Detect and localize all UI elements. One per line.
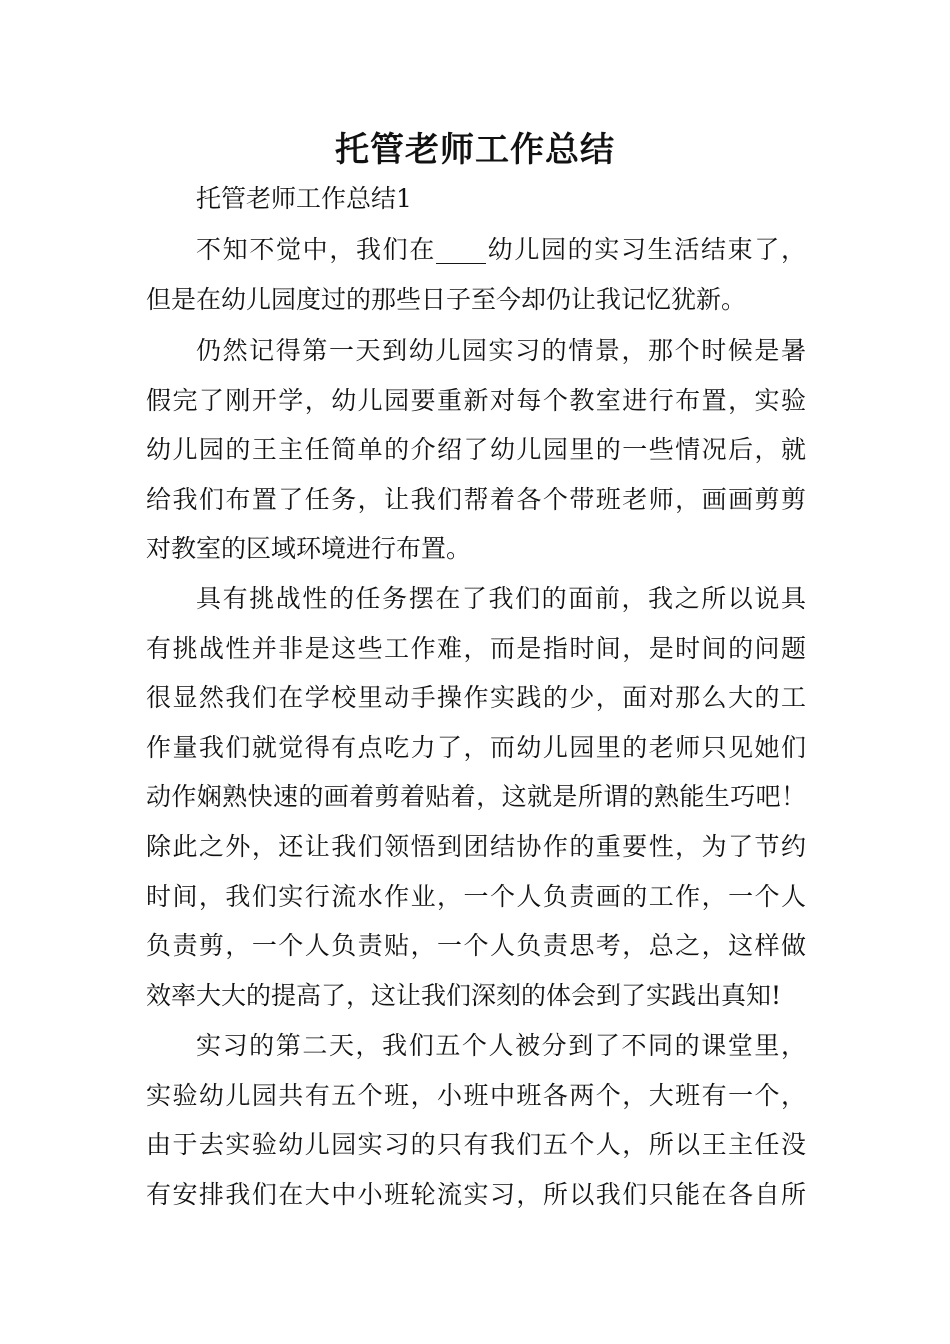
paragraph-line: 具有挑战性的任务摆在了我们的面前，我之所以说具: [196, 584, 806, 613]
paragraph-line: 负责剪，一个人负责贴，一个人负责思考，总之，这样做: [146, 931, 806, 961]
section-heading: 托管老师工作总结1: [196, 184, 412, 213]
paragraph-1: [146, 225, 806, 324]
paragraph-4: [146, 1021, 806, 1219]
paragraph-line: 不知不觉中，我们在____幼儿园的实习生活结束了，: [196, 235, 806, 264]
paragraph-line: 但是在幼儿园度过的那些日子至今却仍让我记忆犹新。: [146, 284, 747, 314]
paragraph-3: [146, 574, 806, 1020]
paragraph-line: 作量我们就觉得有点吃力了，而幼儿园里的老师只见她们: [146, 732, 806, 762]
paragraph-line: 动作娴熟快速的画着剪着贴着，这就是所谓的熟能生巧吧！: [146, 782, 806, 812]
paragraph-line: 有挑战性并非是这些工作难，而是指时间，是时间的问题: [146, 633, 806, 663]
paragraph-line: 对教室的区域环境进行布置。: [146, 534, 472, 564]
paragraph-line: 很显然我们在学校里动手操作实践的少，面对那么大的工: [146, 683, 806, 713]
paragraph-line: 实习的第二天，我们五个人被分到了不同的课堂里，: [196, 1031, 806, 1060]
paragraph-line: 假完了刚开学，幼儿园要重新对每个教室进行布置，实验: [146, 385, 806, 415]
paragraph-line: 除此之外，还让我们领悟到团结协作的重要性，为了节约: [146, 831, 806, 861]
paragraph-line: 给我们布置了任务，让我们帮着各个带班老师，画画剪剪: [146, 484, 806, 514]
paragraph-line: 仍然记得第一天到幼儿园实习的情景，那个时候是暑: [196, 336, 806, 365]
paragraph-line: 效率大大的提高了，这让我们深刻的体会到了实践出真知!: [146, 980, 782, 1010]
paragraph-2: [146, 326, 806, 574]
paragraph-line: 实验幼儿园共有五个班，小班中班各两个，大班有一个，: [146, 1080, 806, 1110]
document-title: 托管老师工作总结: [335, 130, 615, 170]
paragraph-line: 时间，我们实行流水作业，一个人负责画的工作，一个人: [146, 881, 806, 911]
paragraph-line: 幼儿园的王主任简单的介绍了幼儿园里的一些情况后，就: [146, 435, 806, 465]
paragraph-line: 有安排我们在大中小班轮流实习，所以我们只能在各自所: [146, 1179, 806, 1209]
paragraph-line: 由于去实验幼儿园实习的只有我们五个人，所以王主任没: [146, 1130, 806, 1160]
